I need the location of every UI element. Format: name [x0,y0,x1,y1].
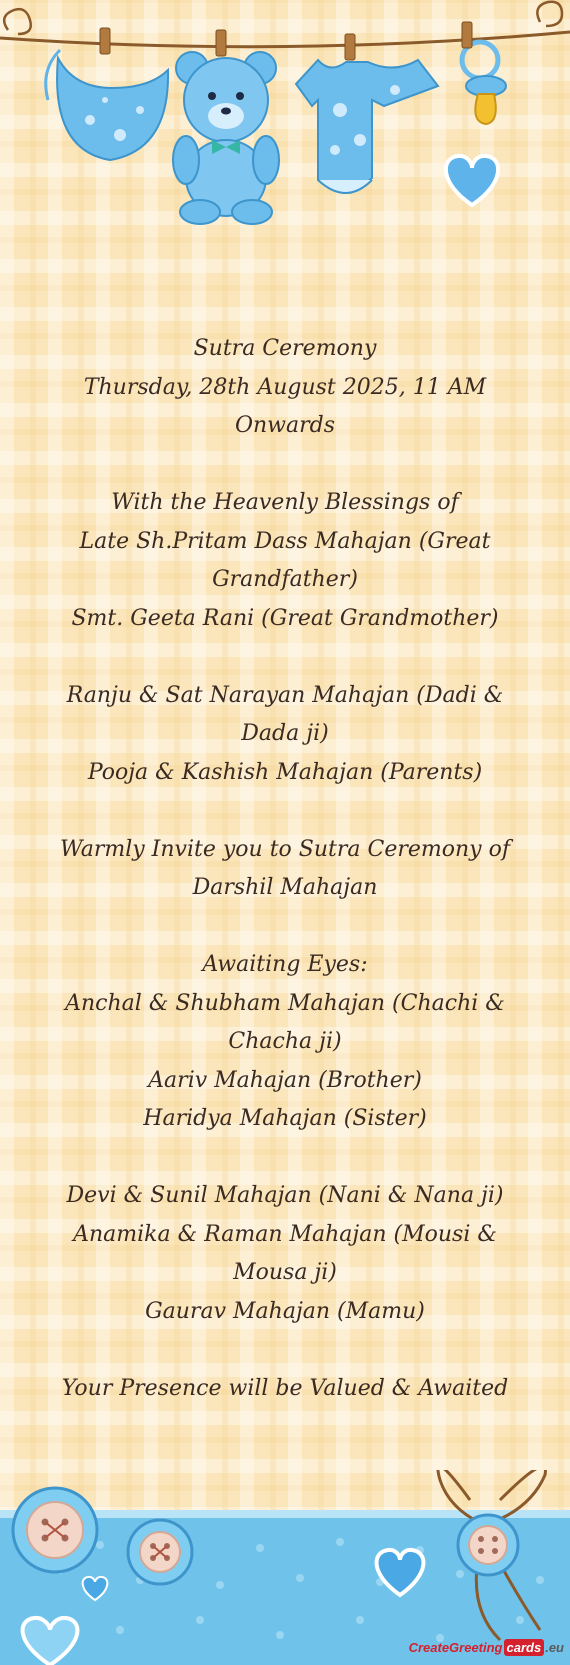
brand-text: cards [504,1639,545,1656]
family-line: Pooja & Kashish Mahajan (Parents) [87,759,483,785]
button-icon [13,1488,97,1572]
relative-line: Devi & Sunil Mahajan (Nani & Nana ji) [66,1183,504,1208]
blessings-heading: With the Heavenly Blessings of [111,490,459,515]
invitation-message [40,330,530,1408]
blessing-line: Late Sh.Pritam Dass Mahajan (Great Grandfather) [79,528,491,592]
brand-text: CreateGreeting [408,1639,503,1655]
baby-onesie-icon [296,34,438,193]
heart-icon [446,156,498,205]
awaiting-heading: Awaiting Eyes: [202,952,368,977]
button-icon [128,1520,192,1584]
brand-watermark [409,1635,564,1659]
awaiting-line: Aariv Mahajan (Brother) [148,1067,422,1093]
relative-line: Gaurav Mahajan (Mamu) [145,1298,425,1324]
relative-line: Anamika & Raman Mahajan (Mousi & Mousa ji) [73,1221,497,1285]
ceremony-title: Sutra Ceremony [193,336,377,361]
ceremony-datetime: Thursday, 28th August 2025, 11 AM Onwards [83,374,487,438]
blessing-line: Smt. Geeta Rani (Great Grandmother) [71,605,499,631]
clothesline-illustration [0,0,570,240]
button-icon [458,1515,518,1575]
clothesline-icon [0,2,570,47]
closing-line: Your Presence will be Valued & Awaited [61,1375,509,1401]
awaiting-line: Anchal & Shubham Mahajan (Chachi & Chacha ji) [65,990,505,1054]
invite-line: Warmly Invite you to Sutra Ceremony of Darshil Mahajan [60,836,510,900]
brand-text: .eu [545,1639,564,1655]
awaiting-line: Haridya Mahajan (Sister) [143,1106,427,1131]
teddy-bear-icon [173,30,279,224]
baby-bib-icon [46,28,168,160]
family-line: Ranju & Sat Narayan Mahajan (Dadi & Dada ji) [66,682,504,746]
